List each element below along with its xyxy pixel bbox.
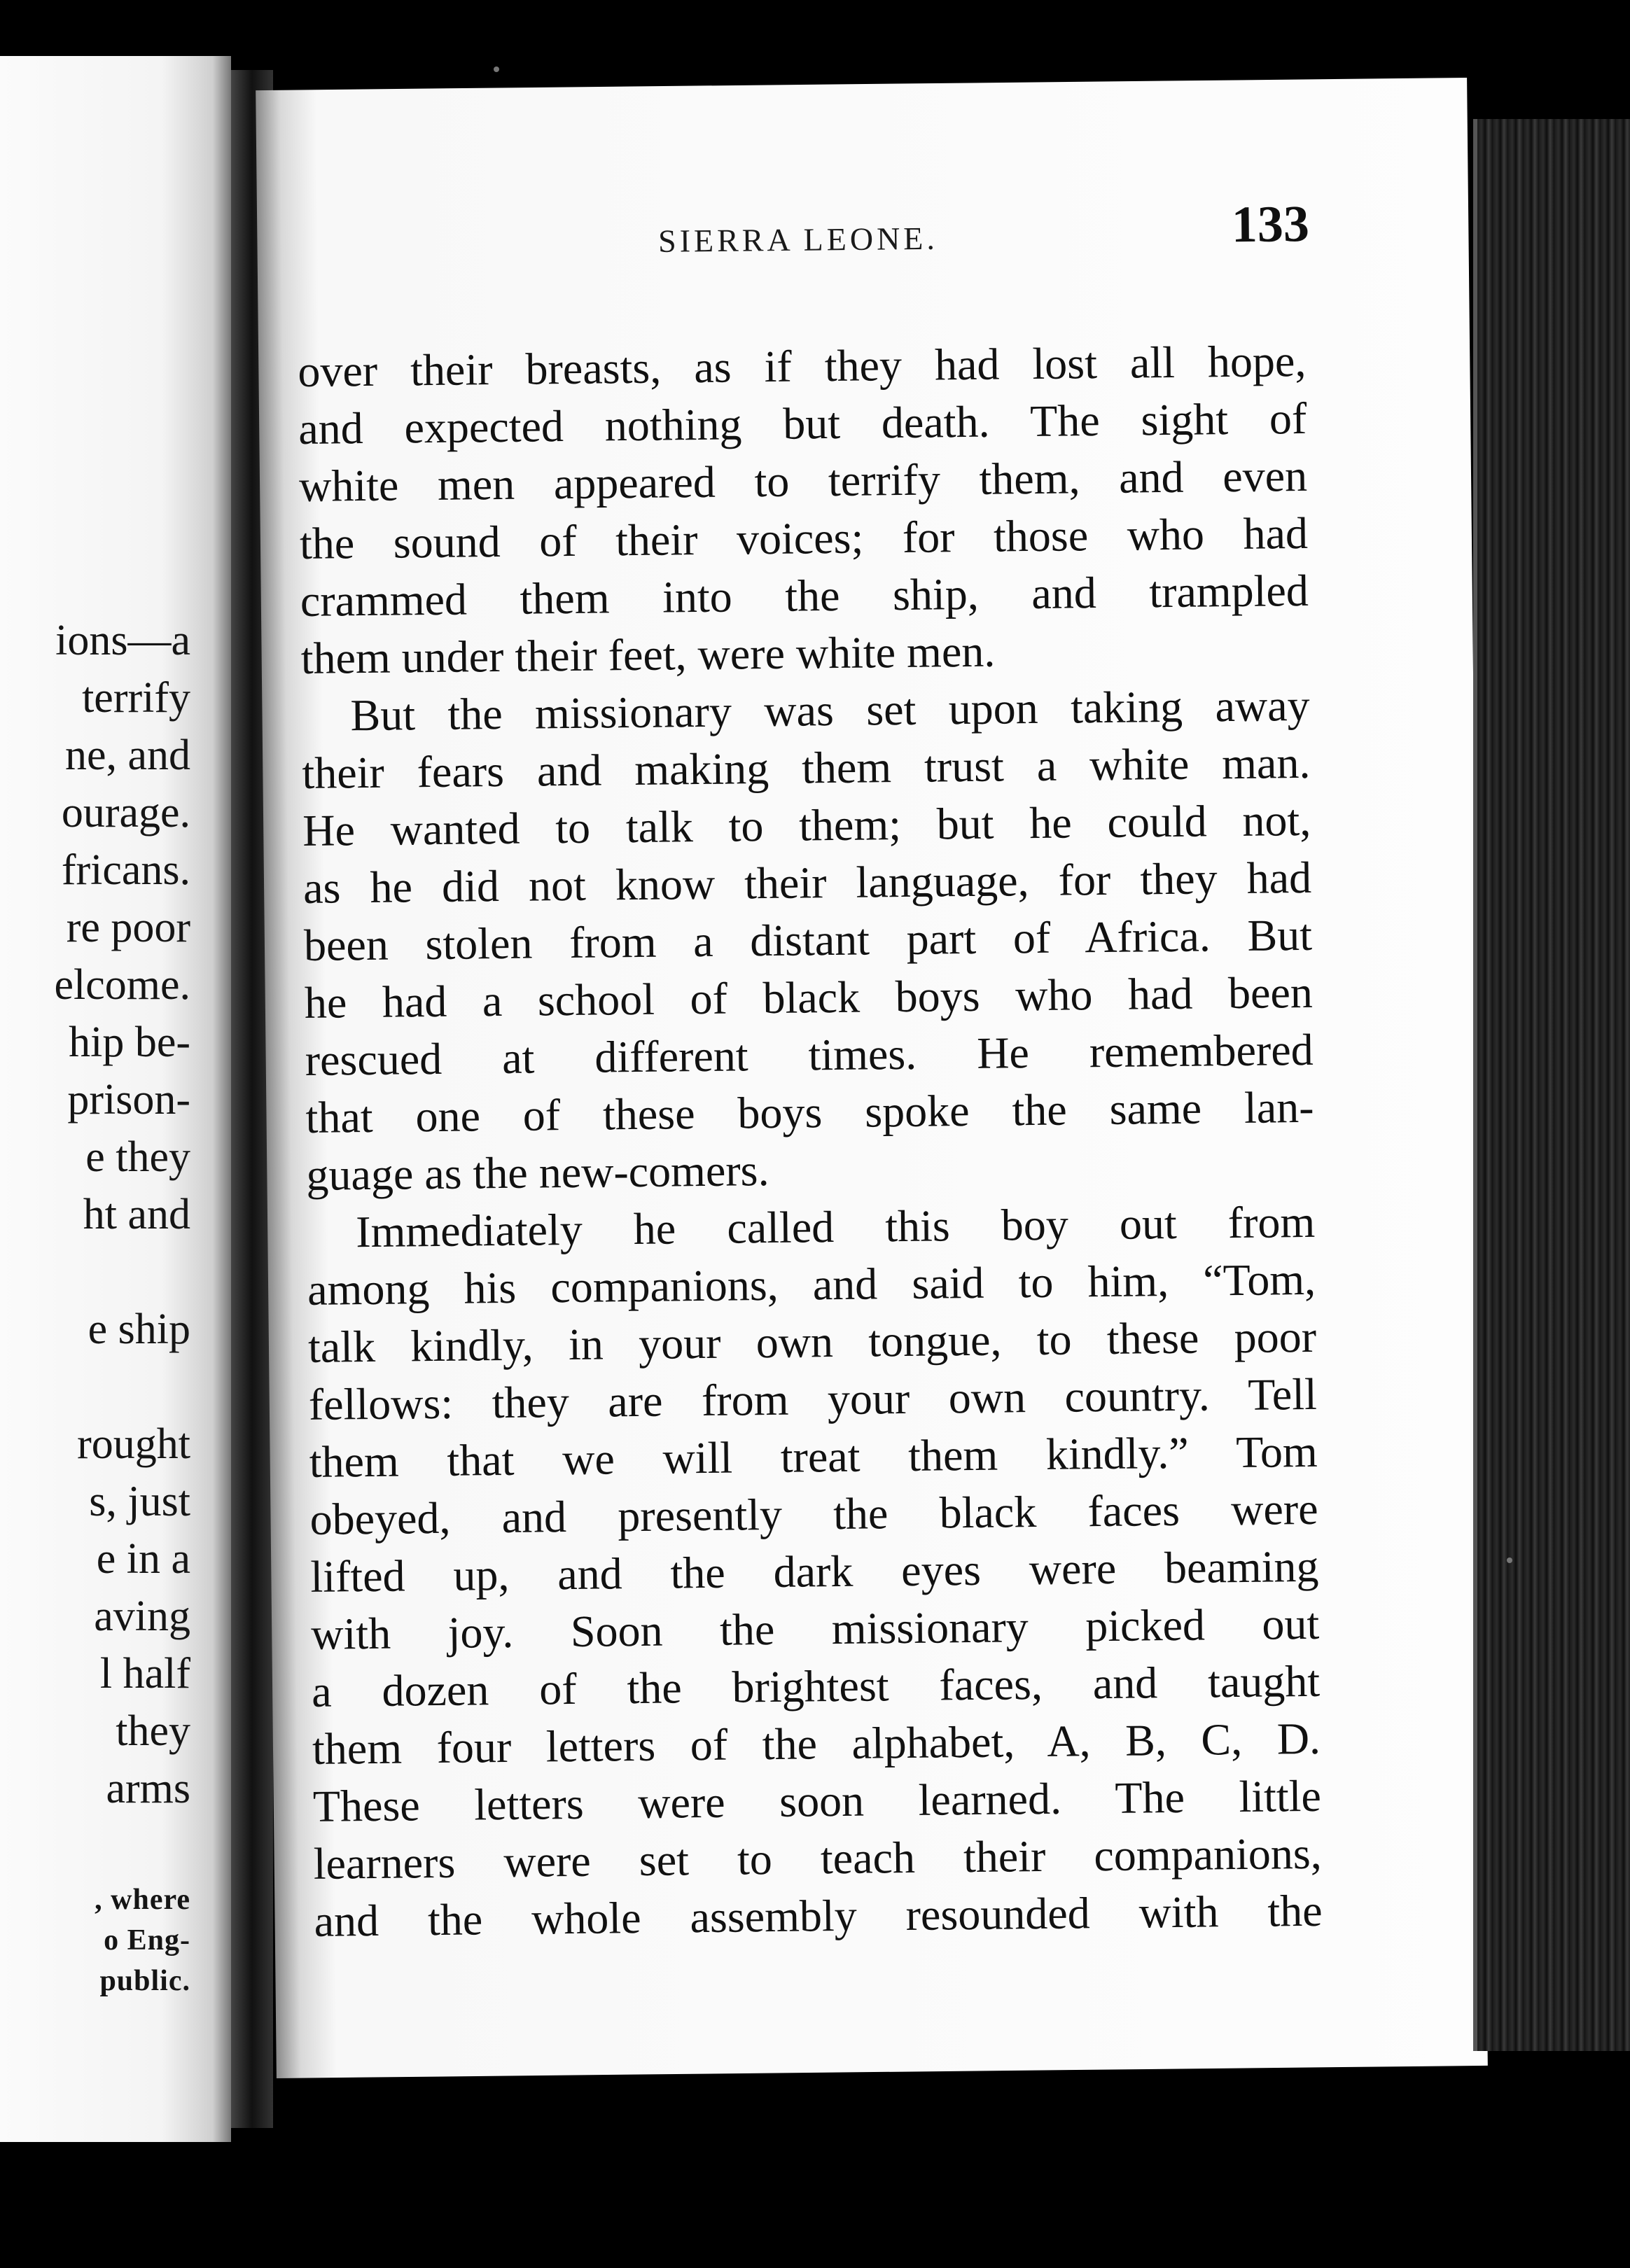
left-page-line: terrify [82,674,190,722]
text-line: But the missionary was set upon taking away [350,680,1310,741]
left-page-line: arms [106,1765,190,1812]
body-text [298,332,1323,1950]
text-line: crammed them into the ship, and trampled [300,565,1309,626]
left-page-line: l half [99,1650,190,1698]
page-number: 133 [1231,195,1310,254]
left-page-line: they [116,1707,190,1755]
left-page-footnote-line: , where [95,1884,190,1916]
text-line: Immediately he called this boy out from [355,1196,1316,1257]
scan-speck [494,66,499,72]
left-page-line: s, just [89,1478,190,1525]
running-head [392,195,1310,274]
text-line: These letters were soon learned. The little [312,1770,1322,1831]
left-facing-page [0,56,231,2142]
left-page-line: re poor [66,904,190,951]
text-line: them that we will treat them kindly.” Tom [309,1426,1318,1487]
left-page-line: e they [85,1133,190,1181]
text-line: rescued at different times. He remembered [305,1024,1314,1085]
text-line: fellows: they are from your own country. Tell [308,1368,1318,1429]
left-page-line: fricans. [61,846,190,894]
text-line: learners were set to teach their companions, [313,1828,1323,1889]
book-page-edges [1477,119,1630,2051]
left-page-line: aving [94,1592,190,1640]
left-page-line: ourage. [61,789,190,836]
left-page-line: prison- [67,1076,190,1124]
text-line: talk kindly, in your own tongue, to these poor [307,1311,1317,1372]
text-line: and the whole assembly resounded with the [314,1885,1323,1946]
chapter-title: SIERRA LEONE. [657,220,939,259]
left-page-line: rought [77,1420,190,1468]
text-line: them under their feet, were white men. [300,626,996,683]
left-page-line: hip be- [69,1018,190,1066]
text-line: he had a school of black boys who had been [304,967,1314,1028]
text-line: and expected nothing but death. The sight of [298,393,1307,454]
left-page-footnote-line: public. [99,1965,190,1997]
text-line: that one of these boys spoke the same lan- [305,1082,1314,1142]
text-line: lifted up, and the dark eyes were beaming [310,1541,1319,1602]
text-line: over their breasts, as if they had lost all hope, [298,335,1307,396]
left-page-line: ions—a [55,617,190,664]
text-line: a dozen of the brightest faces, and taught [311,1656,1321,1716]
left-page-line: e ship [88,1306,190,1353]
text-line: among his companions, and said to him, “Tom, [307,1254,1316,1315]
left-page-line: e in a [96,1535,190,1583]
text-line: obeyed, and presently the black faces were [309,1483,1318,1544]
text-line: He wanted to talk to them; but he could not, [302,794,1311,855]
left-page-footnote-line: o Eng- [104,1924,190,1956]
text-line: the sound of their voices; for those who had [299,507,1309,568]
scan-speck [1507,1558,1512,1563]
text-line: been stolen from a distant part of Africa. But [303,909,1313,970]
text-line: with joy. Soon the missionary picked out [310,1598,1320,1659]
text-line: guage as the new-comers. [306,1145,769,1200]
text-line: white men appeared to terrify them, and even [298,450,1308,511]
left-page-line: ne, and [64,732,190,779]
text-line: as he did not know their language, for they had [302,852,1312,913]
text-line: them four letters of the alphabet, A, B, C, D. [312,1713,1321,1774]
left-page-line: ht and [83,1191,190,1238]
left-page-line: elcome. [54,961,190,1009]
text-line: their fears and making them trust a white man. [302,737,1311,798]
